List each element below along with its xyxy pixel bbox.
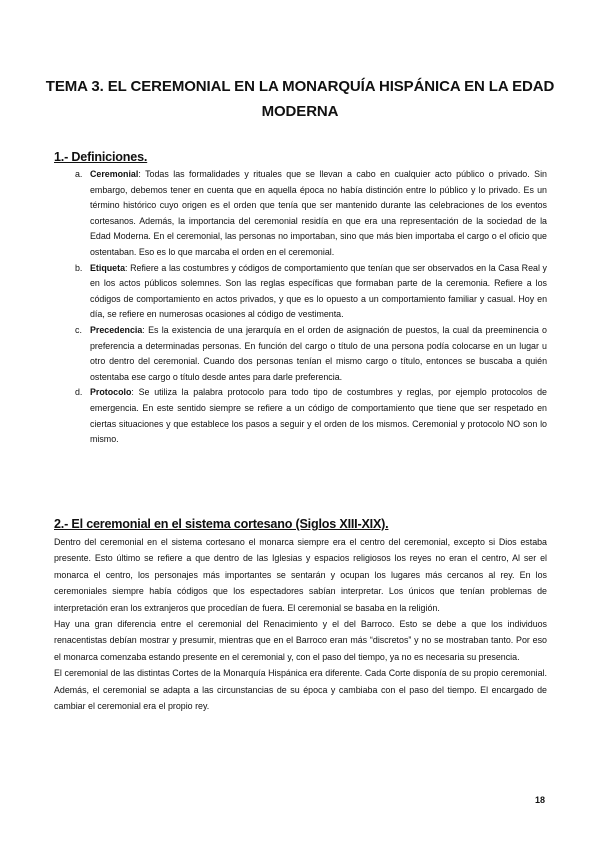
definition-separator: :: [131, 387, 139, 398]
definition-separator: :: [138, 169, 146, 179]
definition-term: Etiqueta: [90, 262, 126, 273]
page-title: TEMA 3. EL CEREMONIAL EN LA MONARQUÍA HISPÁNICA EN LA EDAD MODERNA: [45, 78, 555, 120]
paragraph: Dentro del ceremonial en el sistema cortesano el monarca siempre era el centro del ceremonial, excepto si Dios estaba presente. Esto último se refiere a que dentro de las Iglesias y espacios religiosos los reyes no eran el centro, Al ser el monarca el centro, los personajes más importantes se sentarán y ocupan los lugares más cercanos al rey. En los ceremoniales siempre había códigos que los espectadores sabían interpretar. Los únicos que tenían problemas de interpretación eran los extranjeros que procedían de fuera. El ceremonial se basaba en la religión.: [54, 537, 547, 613]
definition-letter: c.: [75, 324, 82, 335]
definition-separator: :: [142, 324, 149, 335]
definitions-list: [55, 167, 547, 448]
definition-text: Refiere a las costumbres y códigos de comportamiento que tenían que ser observados en la Casa Real y en los actos públicos solemnes. Son las reglas específicas que formaban parte de la ceremonia. Refiere a los códigos de comportamiento en actos privados, y que es lo opuesto a un comportamiento familiar y casual. Hoy en día, se refiere en numerosas ocasiones al código de vestimenta.: [90, 262, 547, 320]
definition-text: Es la existencia de una jerarquía en el orden de asignación de puestos, la cual da preeminencia o preferencia a determinadas personas. En función del cargo o título de una persona podía colocarse en un lugar u otro dentro del ceremonial. Cuando dos personas tenían el mismo cargo o título, entonces se buscaba a quién ostentaba ese cargo o título desde antes para darle preferencia.: [90, 324, 547, 382]
definition-item: [55, 385, 547, 447]
definition-text: Todas las formalidades y rituales que se llevan a cabo en cualquier acto público o privado. Sin embargo, debemos tener en cuenta que en aquella época no había distinción entre lo público y lo privado. Es un término histórico cuyo origen es el orden que tenía que ser mantenido durante las celebraciones de los eventos cortesanos. Además, la importancia del ceremonial residía en que era una representación de la sociedad de la Edad Moderna. En el ceremonial, las personas no importaban, sino que más bien importaba el cargo o el oficio que ostentaban. Eso es lo que marcaba el orden en el ceremonial.: [90, 169, 547, 257]
section-heading-sistema-cortesano: 2.- El ceremonial en el sistema cortesano (Siglos XIII-XIX).: [54, 517, 389, 531]
section-body: [54, 534, 547, 714]
definition-letter: a.: [75, 169, 83, 179]
paragraph: El ceremonial de las distintas Cortes de la Monarquía Hispánica era diferente. Cada Corte disponía de su propio ceremonial. Además, el ceremonial se adapta a las circunstancias de su época y cambiaba con el paso del tiempo. El encargado de cambiar el ceremonial era el propio rey.: [54, 668, 547, 712]
paragraph: Hay una gran diferencia entre el ceremonial del Renacimiento y el del Barroco. Esto se debe a que los individuos renacentistas debían mostrar y presumir, mientras que en el Barroco eran más “discretos” y no se mostraban tanto. Por eso el monarca comenzaba estando presente en el ceremonial y, con el paso del tiempo, ya no es necesaria su presencia.: [54, 619, 547, 662]
definition-separator: :: [125, 262, 131, 273]
definition-text: Se utiliza la palabra protocolo para todo tipo de costumbres y reglas, por ejemplo protocolos de emergencia. En este sentido siempre se refiere a un código de comportamiento que tiene que ser respetado en ciertas situaciones y que establece los pasos a seguir y el orden de los mismos. Ceremonial y protocolo NO son lo mismo.: [90, 387, 547, 445]
definition-item: [55, 261, 547, 323]
section-heading-definiciones: 1.- Definiciones.: [54, 150, 148, 164]
definition-item: [55, 167, 547, 261]
page-number: 18: [534, 795, 545, 805]
definition-item: [55, 323, 547, 385]
definition-letter: d.: [75, 387, 83, 398]
definition-letter: b.: [75, 262, 83, 273]
definition-term: Precedencia: [90, 324, 143, 335]
definition-term: Protocolo: [90, 387, 132, 398]
definition-term: Ceremonial: [90, 169, 139, 179]
